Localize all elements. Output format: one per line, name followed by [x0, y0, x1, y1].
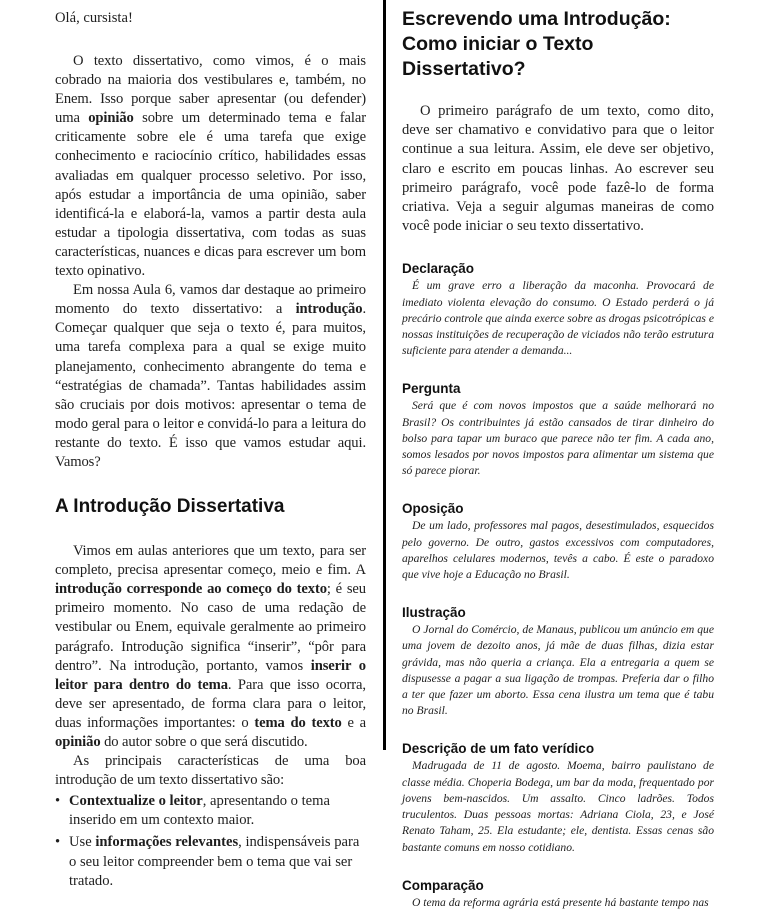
list-item: • Use informações relevantes, indispensáveis para o seu leitor compreender bem o tema que vai ser tratado. — [55, 834, 360, 889]
example-title: Oposição — [402, 501, 464, 517]
right-intro-paragraph: O primeiro parágrafo de um texto, como dito, deve ser chamativo e convidativo para que o leitor continue a sua leitura. Assim, ele deve ser objetivo, claro e escrito em poucas linhas. Ao escrever seu primeiro parágrafo, você pode fazê-lo de forma criativa. Veja a seguir algumas maneiras de como você pode iniciar o seu texto dissertativo. — [402, 103, 714, 235]
example-text: De um lado, professores mal pagos, desestimulados, esquecidos pelo governo. De outro, gastos excessivos com computadores, aparelhos celulares modernos, tevês a cabo. É este o paradoxo que vive hoje a Educação no Brasil. — [402, 519, 714, 582]
example-declaracao — [402, 260, 714, 359]
column-divider — [383, 0, 386, 750]
left-column — [55, 0, 366, 891]
bullet-icon: • — [55, 834, 61, 851]
paragraph-introducao: Vimos em aulas anteriores que um texto, para ser completo, precisa apresentar começo, meio e fim. A introdução corresponde ao começo do texto; é seu primeiro momento. No caso de uma redação de vestibular ou Enem, equivale geralmente ao primeiro parágrafo. Introdução significa “inserir”, “pôr para dentro”. Na introdução, portanto, vamos inserir o leitor para dentro do tema. Para que isso ocorra, deve ser apresentado, de forma clara para o leitor, duas informações importantes: o tema do texto e a opinião do autor sobre o que será discutido. — [55, 543, 367, 750]
greeting: Olá, cursista! — [55, 10, 133, 26]
paragraph-aula6: Em nossa Aula 6, vamos dar destaque ao primeiro momento do texto dissertativo: a introdução. Começar qualquer que seja o texto é, para muitos, uma tarefa complexa para a qual se exige muito planejamento, conhecimento abrangente do tema e “estratégias de chamada”. Tantas habilidades assim são cruciais por dois motivos: apresentar o tema de modo geral para o leitor e convidá-lo para a leitura do restante do texto. É isso que vamos estudar aqui. Vamos? — [55, 282, 366, 470]
section-title: A Introdução Dissertativa — [55, 496, 285, 518]
example-text: Será que é com novos impostos que a saúde melhorará no Brasil? Os contribuintes já estão cansados de tirar dinheiro do bolso para tapar um buraco que parece não ter fim. A cada ano, somos lesados por novos impostos para alimentar um sistema que só parece piorar. — [402, 399, 714, 478]
example-comparacao — [402, 877, 714, 911]
example-title: Declaração — [402, 261, 475, 277]
example-text: É um grave erro a liberação da maconha. Provocará de imediato violenta elevação do consumo. O Estado perderá o já precário controle que ainda exerce sobre as drogas psicotrópicas e nossas instituições de recuperação de viciados não terão estrutura suficiente para atender a demanda... — [402, 279, 714, 358]
page-title: Escrevendo uma Introdução: Como iniciar o Texto Dissertativo? — [402, 8, 671, 80]
example-pergunta — [402, 380, 714, 479]
list-item: • Contextualize o leitor, apresentando o tema inserido em um contexto maior. — [55, 793, 330, 829]
example-descricao — [402, 740, 714, 855]
characteristics-list — [55, 792, 366, 890]
example-text: O Jornal do Comércio, de Manaus, publicou um anúncio em que uma jovem de dezoito anos, já mãe de duas filhas, dizia estar grávida, mas não queria a criança. Ela a entregaria a quem se dispusesse a pagar a sua ligação de trompas. Preferia dar o filho a ter que fazer um aborto. Essa cena ilustra um tema que é tabu no Brasil. — [402, 623, 714, 718]
example-text: Madrugada de 11 de agosto. Moema, bairro paulistano de classe média. Choperia Bodega, um bar da moda, frequentado por jovens bem-nascidos. Um assalto. Cinco ladrões. Todos truculentos. Duas pessoas mortas: Adriana Ciola, 23, e José Renato Taham, 25. Ela estudante; ele, dentista. Essas cenas são bastante comuns em nosso cotidiano. — [402, 759, 714, 854]
example-ilustracao — [402, 604, 714, 719]
example-title: Ilustração — [402, 605, 466, 621]
bullet-icon: • — [55, 793, 61, 810]
example-oposicao — [402, 500, 714, 583]
paragraph-caracteristicas: As principais características de uma boa introdução de um texto dissertativo são: — [55, 753, 366, 789]
right-column — [402, 0, 714, 911]
example-text: O tema da reforma agrária está presente há bastante tempo nas — [412, 895, 709, 909]
example-title: Pergunta — [402, 381, 461, 397]
paragraph-intro: O texto dissertativo, como vimos, é o mais cobrado na maioria dos vestibulares e, também, no Enem. Isso porque saber apresentar (ou defender) uma opinião sobre um determinado tema e falar criticamente sobre ele é uma tarefa que exige conhecimento e raciocínio crítico, habilidades essas avaliadas em qualquer processo seletivo. Por isso, após estudar a importância de uma opinião, saber identificá-la e elaborá-la, vamos a partir desta aula estudar a tipologia dissertativa, com todas as suas características, nuances e dicas para escrever um bom texto opinativo. — [55, 53, 367, 280]
example-title: Comparação — [402, 877, 484, 893]
example-title: Descrição de um fato verídico — [402, 741, 595, 757]
